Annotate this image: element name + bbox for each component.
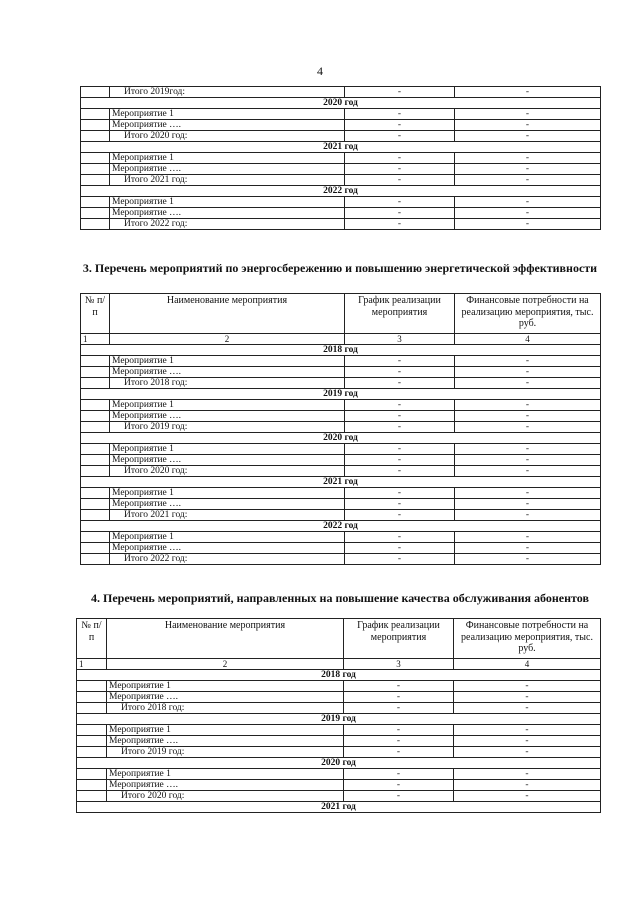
column-number: 2 [110, 334, 345, 345]
row-number-cell [77, 791, 107, 802]
measure-name: Мероприятие 1 [110, 488, 345, 499]
finance-cell: - [454, 736, 601, 747]
row-number-cell [81, 499, 110, 510]
row-number-cell [81, 219, 110, 230]
column-numbers-row [77, 659, 601, 670]
measure-name: Мероприятие 1 [107, 769, 344, 780]
schedule-cell: - [345, 554, 455, 565]
schedule-cell: - [345, 153, 455, 164]
finance-cell: - [455, 197, 601, 208]
row-number-cell [81, 466, 110, 477]
finance-cell: - [455, 400, 601, 411]
continued-measures-table [80, 86, 601, 230]
finance-cell: - [455, 488, 601, 499]
table-row [81, 120, 601, 131]
section-4-title: 4. Перечень мероприятий, направленных на повышение качества обслуживания абонентов [91, 591, 589, 605]
schedule-cell: - [344, 769, 454, 780]
row-number-cell [81, 532, 110, 543]
measure-name: Мероприятие …. [110, 208, 345, 219]
schedule-cell: - [345, 532, 455, 543]
schedule-cell: - [345, 131, 455, 142]
total-label: Итого 2018 год: [107, 703, 344, 714]
row-number-cell [77, 692, 107, 703]
year-heading: 2018 год [81, 345, 601, 356]
total-row [81, 378, 601, 389]
total-label: Итого 2021 год: [110, 175, 345, 186]
column-number: 3 [345, 334, 455, 345]
schedule-cell: - [345, 378, 455, 389]
year-heading: 2019 год [77, 714, 601, 725]
year-row [77, 802, 601, 813]
schedule-cell: - [345, 120, 455, 131]
header-schedule: График реализации мероприятия [344, 619, 454, 659]
total-row [81, 175, 601, 186]
measure-name: Мероприятие …. [110, 367, 345, 378]
row-number-cell [81, 356, 110, 367]
total-row [77, 791, 601, 802]
measure-name: Мероприятие 1 [110, 444, 345, 455]
row-number-cell [77, 736, 107, 747]
column-number: 1 [81, 334, 110, 345]
row-number-cell [81, 367, 110, 378]
finance-cell: - [455, 164, 601, 175]
row-number-cell [81, 175, 110, 186]
year-heading: 2021 год [81, 477, 601, 488]
finance-cell: - [455, 554, 601, 565]
year-row [81, 98, 601, 109]
schedule-cell: - [345, 411, 455, 422]
finance-cell: - [455, 532, 601, 543]
total-label: Итого 2021 год: [110, 510, 345, 521]
total-label: Итого 2022 год: [110, 554, 345, 565]
table-row [81, 400, 601, 411]
finance-cell: - [455, 411, 601, 422]
schedule-cell: - [345, 164, 455, 175]
total-row [77, 747, 601, 758]
header-measure-name: Наименование мероприятия [110, 294, 345, 334]
finance-cell: - [455, 466, 601, 477]
measure-name: Мероприятие …. [110, 120, 345, 131]
total-row [81, 87, 601, 98]
row-number-cell [81, 208, 110, 219]
table-row [77, 692, 601, 703]
energy-saving-measures-table [80, 293, 601, 565]
measure-name: Мероприятие 1 [107, 681, 344, 692]
measure-name: Мероприятие 1 [110, 532, 345, 543]
year-row [81, 345, 601, 356]
year-heading: 2019 год [81, 389, 601, 400]
finance-cell: - [454, 703, 601, 714]
table-row [81, 444, 601, 455]
finance-cell: - [455, 208, 601, 219]
finance-cell: - [455, 356, 601, 367]
row-number-cell [81, 444, 110, 455]
measure-name: Мероприятие …. [110, 164, 345, 175]
row-number-cell [81, 510, 110, 521]
finance-cell: - [455, 87, 601, 98]
year-row [81, 142, 601, 153]
year-row [77, 714, 601, 725]
year-row [81, 186, 601, 197]
year-row [81, 477, 601, 488]
schedule-cell: - [345, 499, 455, 510]
schedule-cell: - [345, 466, 455, 477]
total-label: Итого 2020 год: [107, 791, 344, 802]
finance-cell: - [455, 444, 601, 455]
row-number-cell [81, 153, 110, 164]
row-number-cell [77, 703, 107, 714]
row-number-cell [77, 780, 107, 791]
table-row [81, 488, 601, 499]
row-number-cell [81, 400, 110, 411]
table-row [81, 411, 601, 422]
finance-cell: - [455, 499, 601, 510]
measure-name: Мероприятие 1 [110, 109, 345, 120]
finance-cell: - [454, 681, 601, 692]
schedule-cell: - [344, 780, 454, 791]
column-number: 2 [107, 659, 344, 670]
page-number: 4 [317, 64, 323, 78]
finance-cell: - [454, 725, 601, 736]
finance-cell: - [455, 422, 601, 433]
total-label: Итого 2020 год: [110, 466, 345, 477]
finance-cell: - [455, 131, 601, 142]
finance-cell: - [455, 120, 601, 131]
year-heading: 2020 год [77, 758, 601, 769]
year-heading: 2022 год [81, 186, 601, 197]
schedule-cell: - [344, 703, 454, 714]
year-row [77, 758, 601, 769]
schedule-cell: - [345, 444, 455, 455]
schedule-cell: - [345, 422, 455, 433]
total-label: Итого 2019 год: [110, 422, 345, 433]
year-row [81, 521, 601, 532]
header-schedule: График реализации мероприятия [345, 294, 455, 334]
header-number: № п/п [81, 294, 110, 334]
row-number-cell [77, 681, 107, 692]
measure-name: Мероприятие …. [107, 780, 344, 791]
row-number-cell [81, 378, 110, 389]
schedule-cell: - [345, 197, 455, 208]
table-row [81, 367, 601, 378]
finance-cell: - [455, 510, 601, 521]
year-heading: 2021 год [81, 142, 601, 153]
header-finance: Финансовые потребности на реализацию мероприятия, тыс. руб. [454, 619, 601, 659]
year-heading: 2021 год [77, 802, 601, 813]
column-number: 3 [344, 659, 454, 670]
finance-cell: - [454, 780, 601, 791]
column-number: 4 [455, 334, 601, 345]
measure-name: Мероприятие 1 [110, 356, 345, 367]
measure-name: Мероприятие …. [107, 736, 344, 747]
customer-service-measures-table [76, 618, 601, 813]
table-row [77, 780, 601, 791]
year-heading: 2018 год [77, 670, 601, 681]
row-number-cell [81, 164, 110, 175]
table-row [77, 769, 601, 780]
header-finance: Финансовые потребности на реализацию мероприятия, тыс. руб. [455, 294, 601, 334]
schedule-cell: - [345, 109, 455, 120]
year-row [81, 433, 601, 444]
schedule-cell: - [345, 367, 455, 378]
table-header-row [77, 619, 601, 659]
header-measure-name: Наименование мероприятия [107, 619, 344, 659]
schedule-cell: - [345, 400, 455, 411]
table-row [77, 725, 601, 736]
total-row [81, 466, 601, 477]
total-row [81, 131, 601, 142]
schedule-cell: - [344, 747, 454, 758]
table-row [81, 197, 601, 208]
table-row [81, 109, 601, 120]
finance-cell: - [455, 219, 601, 230]
row-number-cell [81, 411, 110, 422]
total-row [77, 703, 601, 714]
total-label: Итого 2022 год: [110, 219, 345, 230]
row-number-cell [81, 120, 110, 131]
table-row [81, 532, 601, 543]
row-number-cell [81, 422, 110, 433]
table-row [77, 681, 601, 692]
finance-cell: - [455, 153, 601, 164]
header-number: № п/п [77, 619, 107, 659]
measure-name: Мероприятие 1 [107, 725, 344, 736]
year-heading: 2020 год [81, 98, 601, 109]
total-row [81, 422, 601, 433]
row-number-cell [81, 554, 110, 565]
table-row [81, 164, 601, 175]
measure-name: Мероприятие …. [110, 411, 345, 422]
measure-name: Мероприятие 1 [110, 153, 345, 164]
schedule-cell: - [344, 725, 454, 736]
row-number-cell [81, 455, 110, 466]
finance-cell: - [455, 455, 601, 466]
schedule-cell: - [345, 510, 455, 521]
schedule-cell: - [344, 681, 454, 692]
row-number-cell [77, 725, 107, 736]
measure-name: Мероприятие …. [107, 692, 344, 703]
schedule-cell: - [344, 692, 454, 703]
column-number: 1 [77, 659, 107, 670]
measure-name: Мероприятие …. [110, 455, 345, 466]
total-row [81, 554, 601, 565]
schedule-cell: - [345, 208, 455, 219]
finance-cell: - [454, 692, 601, 703]
year-heading: 2022 год [81, 521, 601, 532]
total-row [81, 510, 601, 521]
table-row [81, 356, 601, 367]
year-row [81, 389, 601, 400]
finance-cell: - [455, 367, 601, 378]
row-number-cell [77, 769, 107, 780]
table-row [81, 499, 601, 510]
row-number-cell [81, 131, 110, 142]
row-number-cell [81, 543, 110, 554]
measure-name: Мероприятие 1 [110, 197, 345, 208]
schedule-cell: - [345, 356, 455, 367]
finance-cell: - [455, 543, 601, 554]
table-row [81, 208, 601, 219]
schedule-cell: - [344, 791, 454, 802]
schedule-cell: - [344, 736, 454, 747]
finance-cell: - [455, 175, 601, 186]
schedule-cell: - [345, 455, 455, 466]
finance-cell: - [454, 747, 601, 758]
column-number: 4 [454, 659, 601, 670]
table-row [77, 736, 601, 747]
table-row [81, 455, 601, 466]
row-number-cell [81, 197, 110, 208]
finance-cell: - [454, 791, 601, 802]
row-number-cell [81, 109, 110, 120]
total-label: Итого 2019год: [110, 87, 345, 98]
total-row [81, 219, 601, 230]
table-header-row [81, 294, 601, 334]
schedule-cell: - [345, 87, 455, 98]
total-label: Итого 2019 год: [107, 747, 344, 758]
row-number-cell [77, 747, 107, 758]
row-number-cell [81, 488, 110, 499]
total-label: Итого 2020 год: [110, 131, 345, 142]
finance-cell: - [455, 378, 601, 389]
row-number-cell [81, 87, 110, 98]
table-row [81, 153, 601, 164]
measure-name: Мероприятие …. [110, 499, 345, 510]
finance-cell: - [454, 769, 601, 780]
measure-name: Мероприятие 1 [110, 400, 345, 411]
schedule-cell: - [345, 543, 455, 554]
column-numbers-row [81, 334, 601, 345]
table-row [81, 543, 601, 554]
section-3-title: 3. Перечень мероприятий по энергосбережению и повышению энергетической эффективности [82, 261, 598, 275]
schedule-cell: - [345, 175, 455, 186]
schedule-cell: - [345, 219, 455, 230]
year-heading: 2020 год [81, 433, 601, 444]
measure-name: Мероприятие …. [110, 543, 345, 554]
total-label: Итого 2018 год: [110, 378, 345, 389]
finance-cell: - [455, 109, 601, 120]
year-row [77, 670, 601, 681]
schedule-cell: - [345, 488, 455, 499]
